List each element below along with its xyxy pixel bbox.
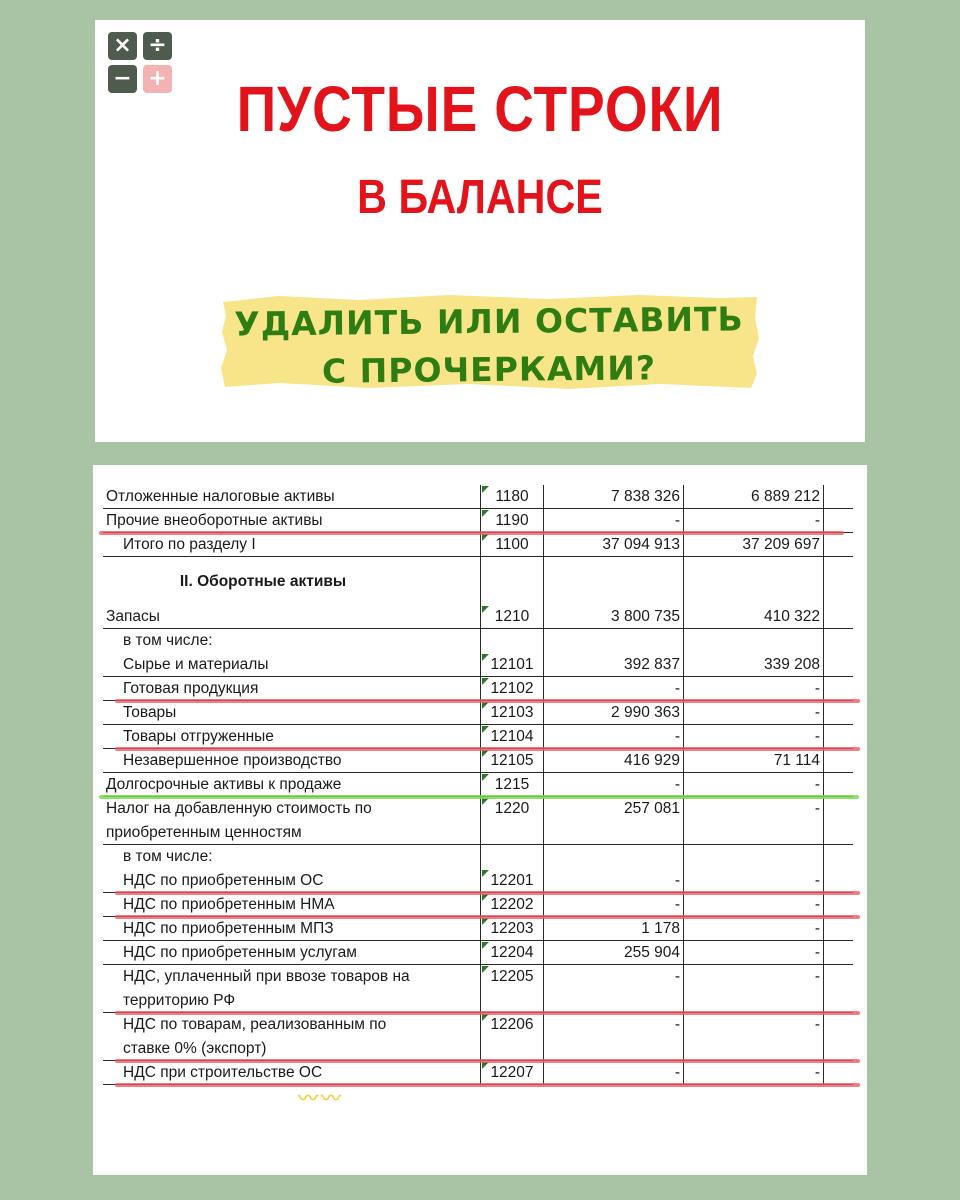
blank-cell: [823, 845, 853, 869]
row-label: Долгосрочные активы к продаже: [103, 773, 480, 797]
blank-cell: [823, 965, 853, 989]
cell-comment-marker: [482, 1062, 489, 1069]
table-row: [103, 653, 823, 677]
value-previous: -: [683, 941, 823, 965]
question-line-1: УДАЛИТЬ ИЛИ ОСТАВИТЬ: [234, 299, 744, 344]
row-code: 12204: [480, 941, 543, 965]
row-code: [480, 989, 543, 1013]
value-previous: 410 322: [683, 605, 823, 629]
page-subtitle: В БАЛАНСЕ: [357, 171, 603, 224]
row-code: 12103: [480, 701, 543, 725]
row-label: НДС по товарам, реализованным по: [123, 1016, 387, 1033]
row-label: в том числе:: [123, 848, 213, 865]
row-code: [480, 845, 543, 869]
value-previous: -: [683, 1061, 823, 1085]
row-label: Товары отгруженные: [103, 725, 480, 749]
row-label: НДС по приобретенным НМА: [103, 893, 480, 917]
table-row: [103, 917, 823, 941]
blank-cell: [823, 773, 853, 797]
value-current: 7 838 326: [543, 485, 683, 509]
table-row: [103, 485, 823, 509]
row-label: Сырье и материалы: [103, 653, 480, 677]
row-label: Отложенные налоговые активы: [103, 485, 480, 509]
value-current: -: [543, 869, 683, 893]
value-previous: -: [683, 893, 823, 917]
value-previous: [683, 845, 823, 869]
cell-comment-marker: [482, 774, 489, 781]
row-label: Товары: [103, 701, 480, 725]
cell-comment-marker: [482, 486, 489, 493]
value-previous: -: [683, 965, 823, 989]
value-previous: -: [683, 773, 823, 797]
value-current: -: [543, 893, 683, 917]
row-label: Прочие внеоборотные активы: [103, 509, 480, 533]
blank-cell: [823, 893, 853, 917]
cell-comment-marker: [482, 966, 489, 973]
value-current: -: [543, 509, 683, 533]
blank-cell: [823, 485, 853, 509]
row-code: 12202: [480, 893, 543, 917]
row-label: Незавершенное производство: [103, 749, 480, 773]
row-label: приобретенным ценностям: [103, 821, 480, 845]
blank-cell: [823, 749, 853, 773]
value-current: -: [543, 965, 683, 989]
page-title: ПУСТЫЕ СТРОКИ: [236, 73, 724, 145]
blank-cell: [823, 797, 853, 821]
value-previous: -: [683, 677, 823, 701]
blank-cell: [823, 725, 853, 749]
value-current: -: [543, 1013, 683, 1037]
row-code: 1210: [480, 605, 543, 629]
value-current: -: [543, 725, 683, 749]
row-label: территорию РФ: [103, 989, 480, 1013]
cell-comment-marker: [482, 726, 489, 733]
value-current: -: [543, 677, 683, 701]
value-current: 416 929: [543, 749, 683, 773]
cell-comment-marker: [482, 798, 489, 805]
value-previous: [683, 821, 823, 845]
row-label: НДС по приобретенным МПЗ: [103, 917, 480, 941]
value-current: 2 990 363: [543, 701, 683, 725]
minus-key-icon: −: [108, 65, 137, 93]
value-current: 257 081: [543, 797, 683, 821]
table-row: [103, 533, 823, 557]
blank-cell: [823, 941, 853, 965]
plus-key-icon: +: [143, 65, 172, 93]
table-row: [103, 965, 823, 989]
value-previous: -: [683, 509, 823, 533]
table-row: [103, 1037, 823, 1061]
table-row: [103, 1061, 823, 1085]
blank-cell: [823, 533, 853, 557]
blank-cell: [823, 653, 853, 677]
blank-cell: [823, 701, 853, 725]
cell-comment-marker: [482, 750, 489, 757]
table-row: [103, 725, 823, 749]
row-code: 1215: [480, 773, 543, 797]
value-previous: 71 114: [683, 749, 823, 773]
table-row: [103, 989, 823, 1013]
cell-comment-marker: [482, 702, 489, 709]
blank-cell: [823, 677, 853, 701]
value-previous: [683, 629, 823, 653]
blank-cell: [823, 605, 853, 629]
row-label: Итого по разделу I: [103, 533, 480, 557]
table-row: [103, 509, 823, 533]
row-label: НДС, уплаченный при ввозе товаров на: [123, 968, 410, 985]
cell-comment-marker: [482, 510, 489, 517]
cell-comment-marker: [482, 870, 489, 877]
green-marker-underline: [99, 795, 859, 799]
value-previous: -: [683, 701, 823, 725]
value-current: [543, 629, 683, 653]
cell-comment-marker: [482, 894, 489, 901]
row-code: 1100: [480, 533, 543, 557]
value-previous: 339 208: [683, 653, 823, 677]
row-label: НДС при строительстве ОС: [103, 1061, 480, 1085]
blank-cell: [823, 1061, 853, 1085]
row-label: Запасы: [103, 605, 480, 629]
value-current: 255 904: [543, 941, 683, 965]
row-code: 1190: [480, 509, 543, 533]
title-card: [95, 20, 865, 442]
table-row: [103, 845, 823, 869]
row-code: 12207: [480, 1061, 543, 1085]
row-code: [480, 821, 543, 845]
multiply-key-icon: ×: [108, 32, 137, 60]
question-line-2: С ПРОЧЕРКАМИ?: [321, 348, 657, 391]
cell-comment-marker: [482, 942, 489, 949]
blank-cell: [823, 629, 853, 653]
table-row: [103, 701, 823, 725]
cell-comment-marker: [482, 606, 489, 613]
balance-sheet-card: [93, 465, 867, 1175]
cropped-yellow-text: 〰〰: [298, 1093, 344, 1105]
table-row: [103, 629, 823, 653]
row-code: 12203: [480, 917, 543, 941]
blank-cell: [823, 989, 853, 1013]
red-marker-underline: [99, 531, 844, 535]
value-previous: -: [683, 1013, 823, 1037]
value-previous: -: [683, 797, 823, 821]
table-row: [103, 605, 823, 629]
value-previous: -: [683, 869, 823, 893]
row-code: 12201: [480, 869, 543, 893]
red-marker-underline: [115, 915, 860, 919]
divide-key-icon: ÷: [143, 32, 172, 60]
row-code: 12102: [480, 677, 543, 701]
value-current: 1 178: [543, 917, 683, 941]
value-current: -: [543, 773, 683, 797]
row-label: Готовая продукция: [103, 677, 480, 701]
blank-cell: [823, 821, 853, 845]
table-row: [103, 773, 823, 797]
table-row: [103, 1013, 823, 1037]
row-label: ставке 0% (экспорт): [103, 1037, 480, 1061]
blank-cell: [823, 1037, 853, 1061]
value-previous: 37 209 697: [683, 533, 823, 557]
cell-comment-marker: [482, 678, 489, 685]
row-code: 12101: [480, 653, 543, 677]
value-current: -: [543, 1061, 683, 1085]
row-label: НДС по приобретенным ОС: [103, 869, 480, 893]
cell-comment-marker: [482, 654, 489, 661]
value-current: 37 094 913: [543, 533, 683, 557]
table-row: [103, 821, 823, 845]
table-row: [103, 893, 823, 917]
table-row: [103, 749, 823, 773]
red-marker-underline: [115, 1059, 860, 1063]
value-previous: -: [683, 917, 823, 941]
cell-comment-marker: [482, 534, 489, 541]
row-code: 1220: [480, 797, 543, 821]
value-current: [543, 821, 683, 845]
row-label: Налог на добавленную стоимость по: [106, 800, 372, 817]
value-previous: [683, 1037, 823, 1061]
value-current: 392 837: [543, 653, 683, 677]
cell-comment-marker: [482, 918, 489, 925]
blank-cell: [823, 917, 853, 941]
row-code: [480, 629, 543, 653]
row-label: в том числе:: [123, 632, 213, 649]
value-current: [543, 845, 683, 869]
cell-comment-marker: [482, 1014, 489, 1021]
red-marker-underline: [115, 1083, 860, 1087]
blank-cell: [823, 509, 853, 533]
table-row: [103, 869, 823, 893]
red-marker-underline: [115, 1011, 860, 1015]
row-code: [480, 1037, 543, 1061]
value-current: [543, 989, 683, 1013]
row-label: НДС по приобретенным услугам: [103, 941, 480, 965]
value-previous: [683, 989, 823, 1013]
table-row: [103, 677, 823, 701]
table-row: [103, 797, 823, 821]
value-previous: -: [683, 725, 823, 749]
section-heading: II. Оборотные активы: [179, 573, 347, 590]
value-current: [543, 1037, 683, 1061]
row-code: 12206: [480, 1013, 543, 1037]
value-current: 3 800 735: [543, 605, 683, 629]
red-marker-underline: [115, 699, 860, 703]
blank-cell: [823, 869, 853, 893]
row-code: 12105: [480, 749, 543, 773]
red-marker-underline: [115, 747, 860, 751]
value-previous: 6 889 212: [683, 485, 823, 509]
table-row: [103, 941, 823, 965]
row-code: 12205: [480, 965, 543, 989]
row-code: 1180: [480, 485, 543, 509]
row-code: 12104: [480, 725, 543, 749]
blank-cell: [823, 1013, 853, 1037]
red-marker-underline: [115, 891, 860, 895]
